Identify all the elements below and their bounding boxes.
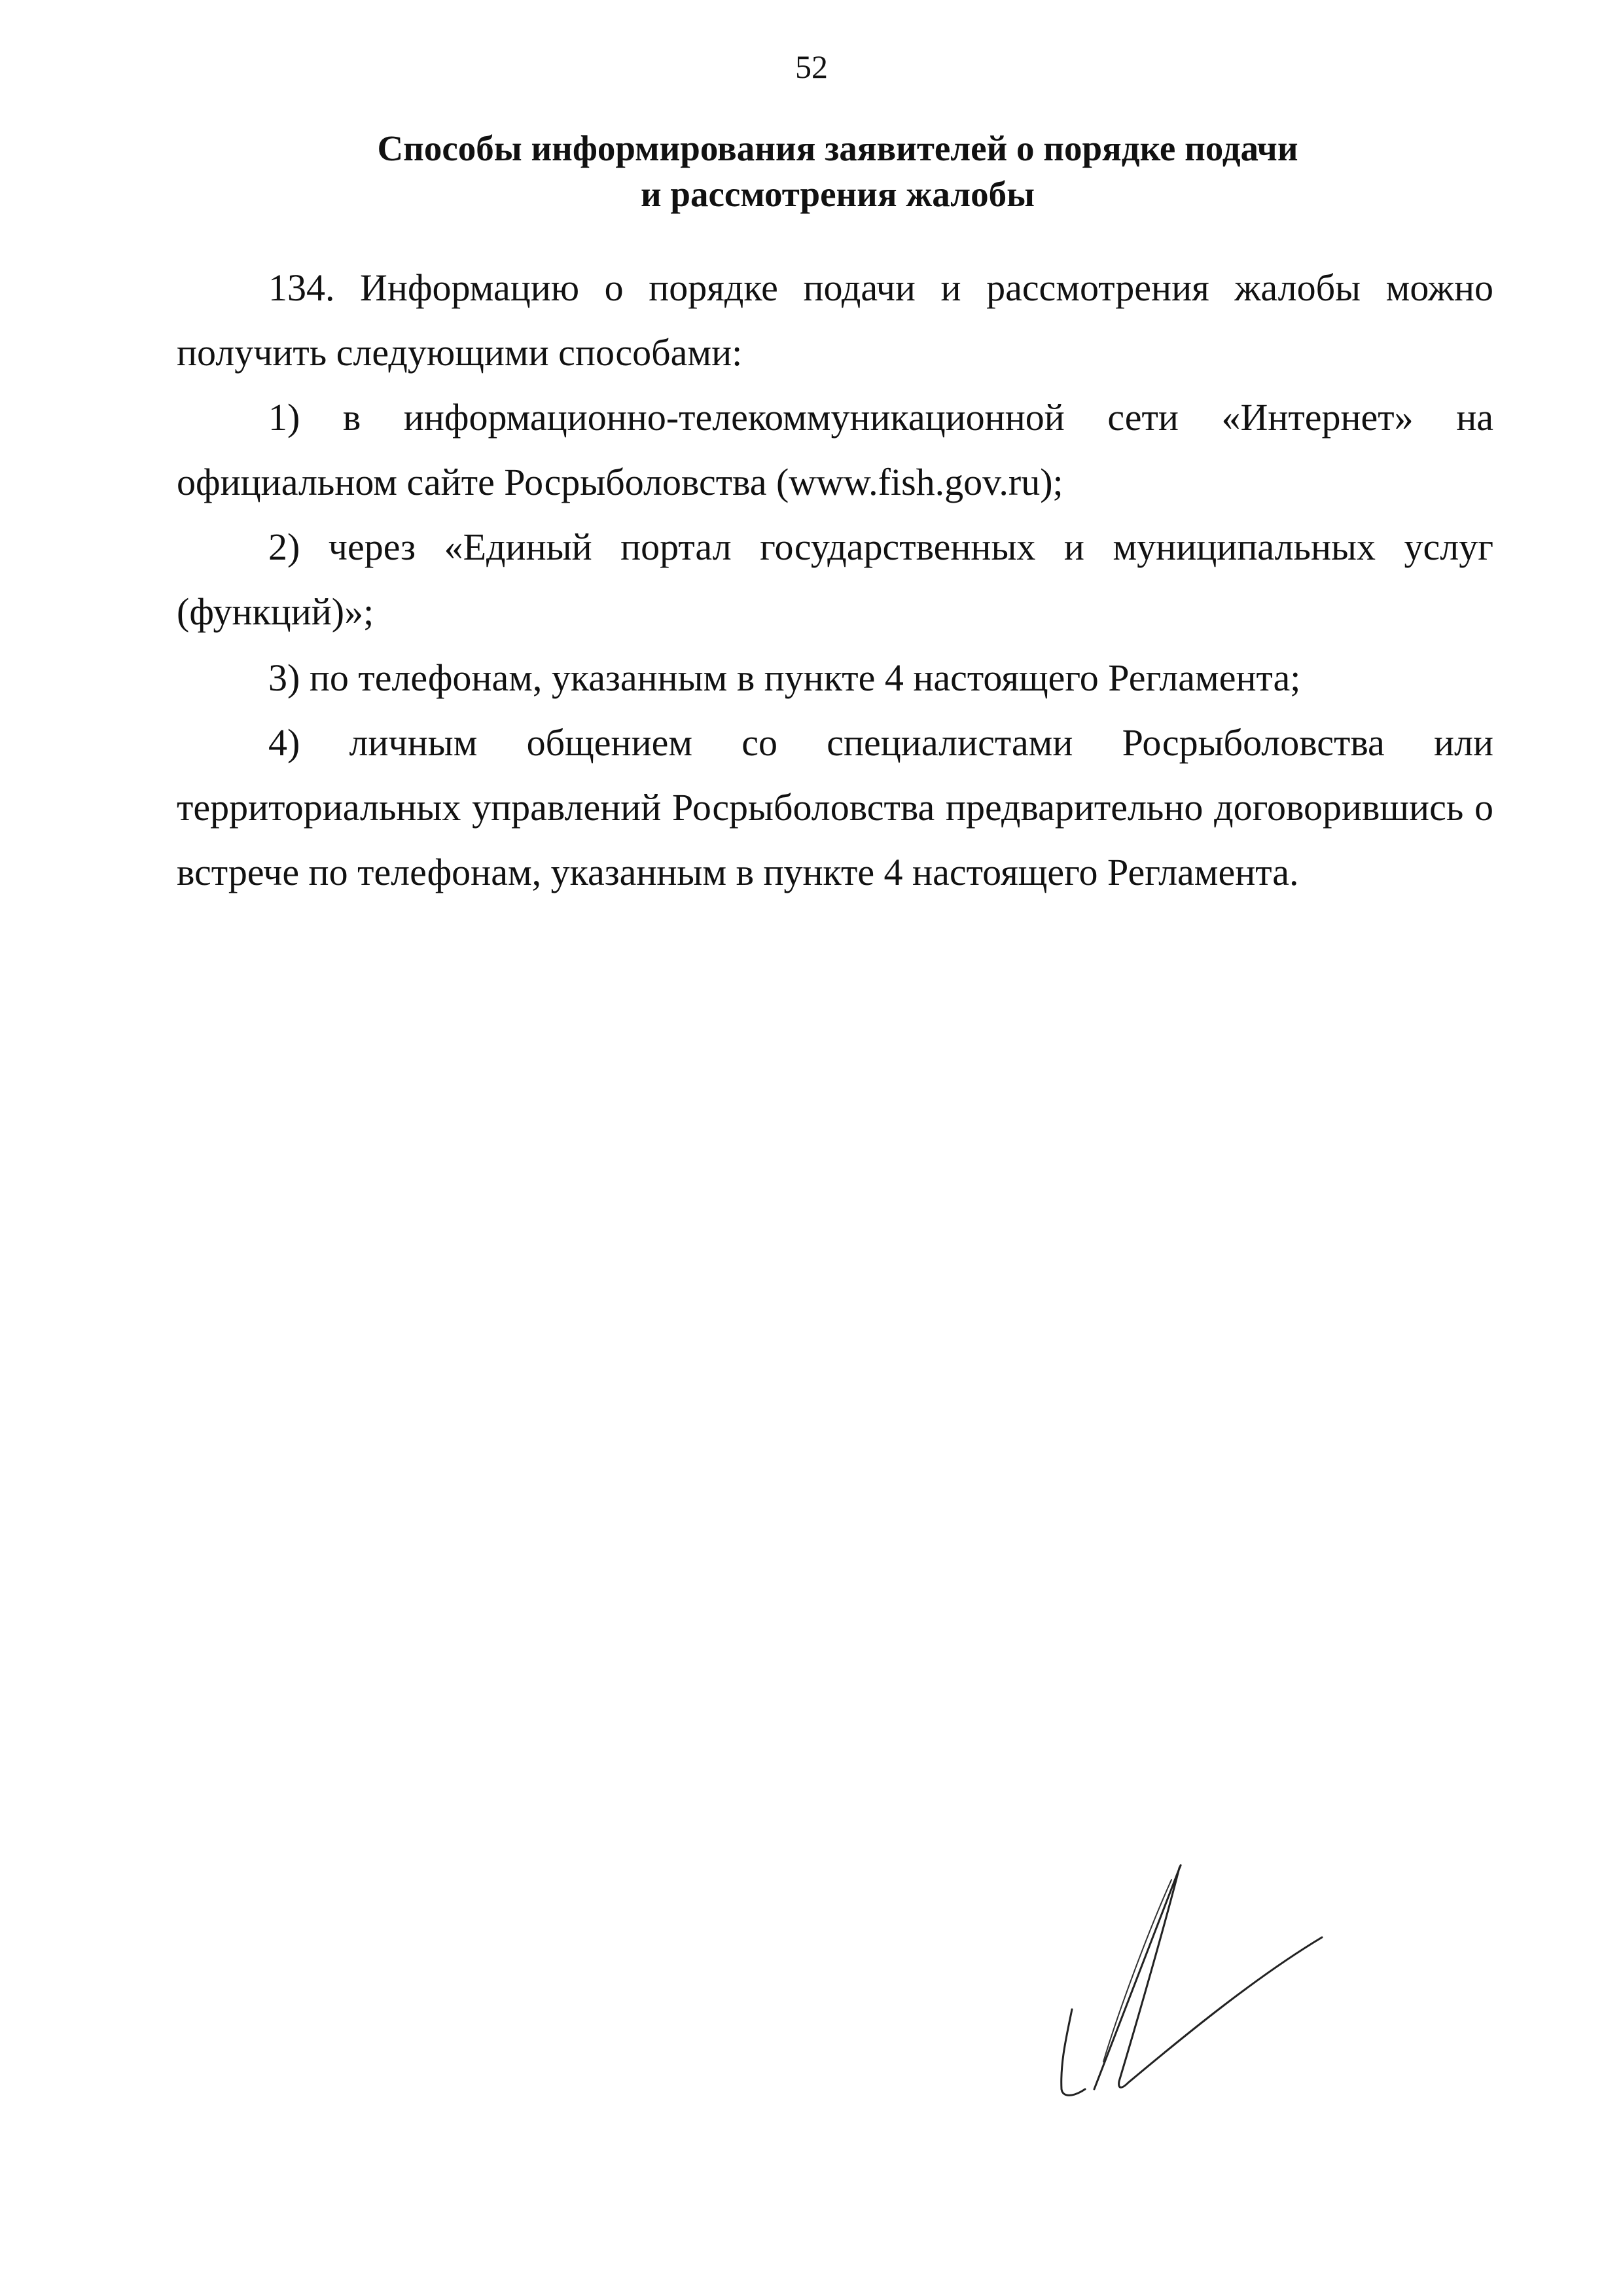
heading-line-1: Способы информирования заявителей о порядке подачи xyxy=(377,128,1298,168)
paragraph-134: 134. Информацию о порядке подачи и рассмотрения жалобы можно получить следующими способами: xyxy=(177,266,1493,374)
page-number: 52 xyxy=(795,48,828,85)
document-body xyxy=(177,255,1493,905)
section-heading xyxy=(196,126,1479,217)
list-item-3: 3) по телефонам, указанным в пункте 4 настоящего Регламента; xyxy=(268,656,1301,699)
signature-icon xyxy=(1041,1846,1348,2108)
list-item-1: 1) в информационно-телекоммуникационной сети «Интернет» на официальном сайте Росрыболовства (www.fish.gov.ru); xyxy=(177,396,1493,503)
list-item-4: 4) личным общением со специалистами Росрыболовства или территориальных управлений Росрыболовства предварительно договорившись о встрече по телефонам, указанным в пункте 4 настоящего Регламента. xyxy=(177,721,1493,893)
list-item-2: 2) через «Единый портал государственных и муниципальных услуг (функций)»; xyxy=(177,526,1493,633)
heading-line-2: и рассмотрения жалобы xyxy=(640,174,1035,214)
